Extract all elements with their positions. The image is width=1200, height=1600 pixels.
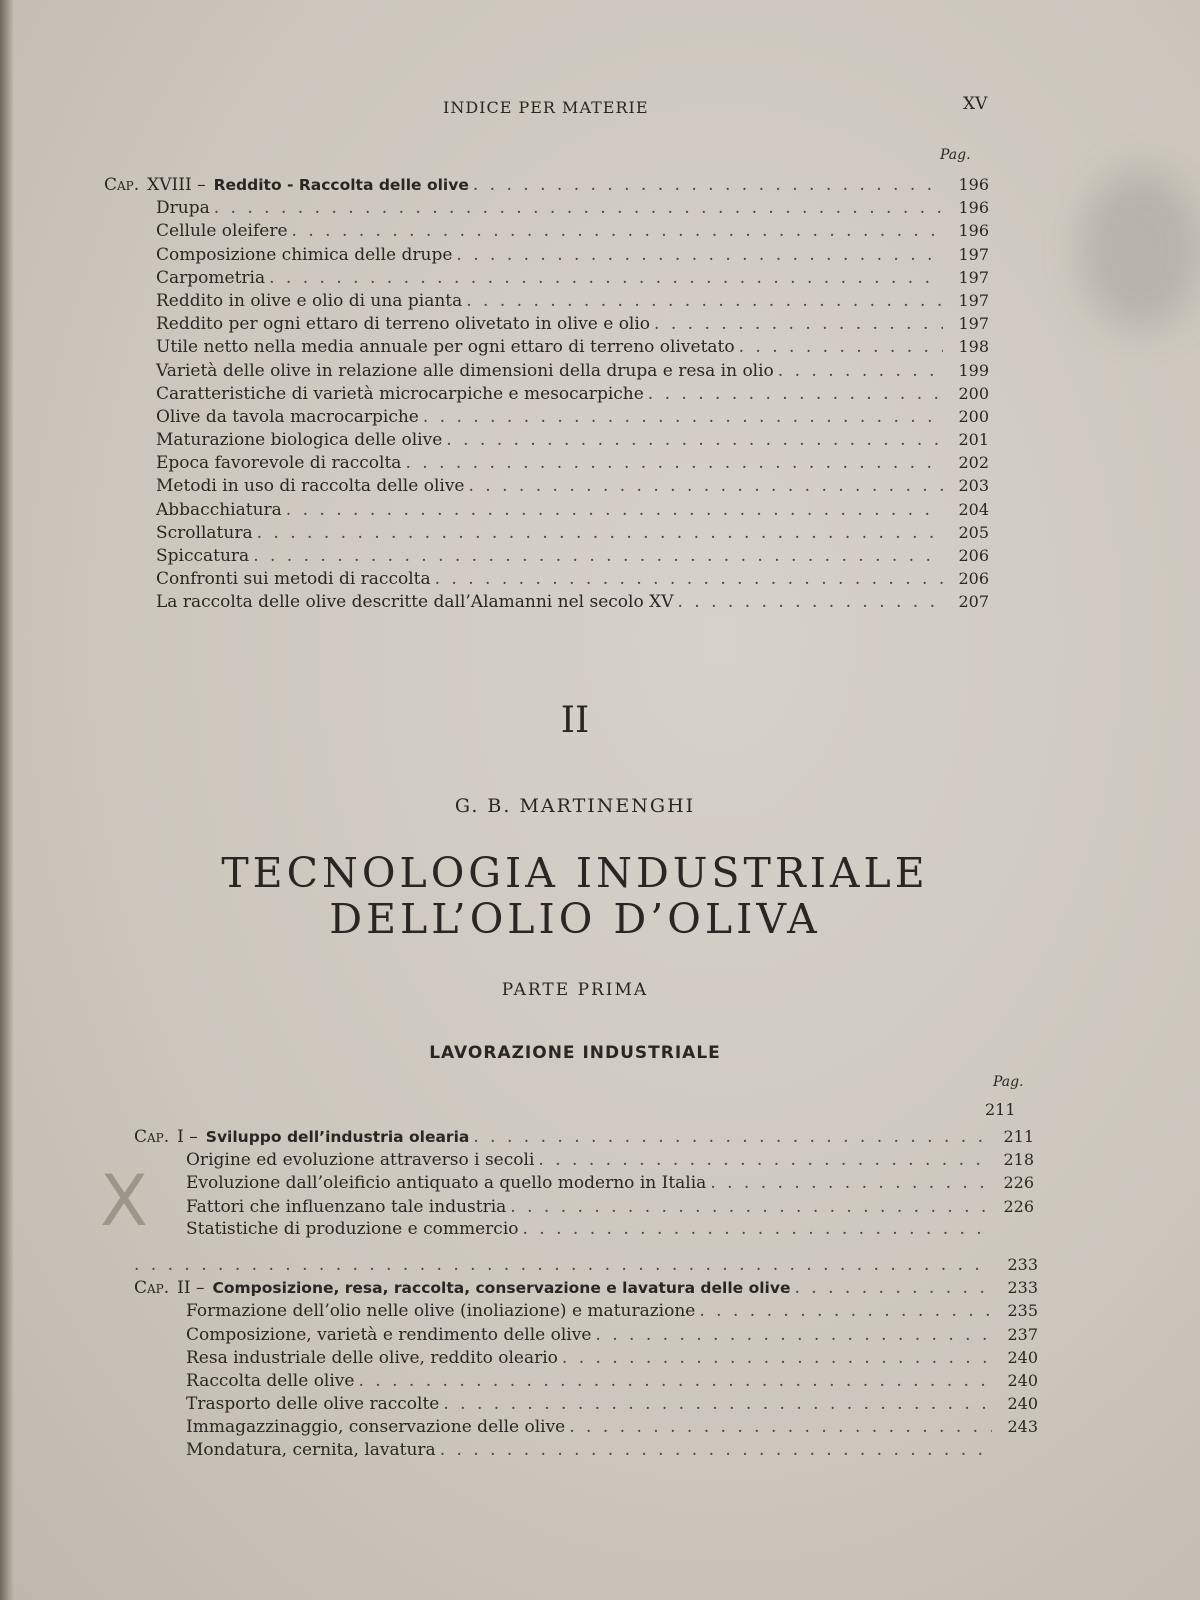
toc-entry-label: Epoca favorevole di raccolta (156, 453, 402, 474)
toc-page-number: 205 (958, 522, 989, 542)
toc-entry (104, 196, 989, 219)
toc-entry-label: Origine ed evoluzione attraverso i secoli (186, 1150, 535, 1171)
toc-page-number: 196 (958, 175, 989, 194)
toc-chapter-xviii (104, 173, 989, 614)
dot-leader (257, 522, 943, 545)
toc-page-number: 218 (1003, 1150, 1034, 1170)
toc-entry-label: Confronti sui metodi di raccolta (156, 569, 431, 590)
toc-entry (104, 544, 989, 567)
toc-entry-label (134, 1277, 794, 1300)
toc-entry-label: Evoluzione dall’oleificio antiquato a quello moderno in Italia (186, 1173, 707, 1194)
toc-page-number: 235 (1007, 1301, 1038, 1321)
toc-entry (104, 567, 989, 590)
dot-leader (468, 475, 943, 498)
dot-leader (473, 174, 943, 197)
toc-entry (134, 1369, 1038, 1392)
toc-entry-label: Drupa (156, 198, 210, 219)
toc-entry (104, 359, 989, 382)
toc-entry-label: Cellule oleifere (156, 221, 288, 242)
toc-page-number: 226 (1003, 1173, 1034, 1193)
toc-entry (134, 1415, 1038, 1438)
toc-page-number: 206 (958, 546, 989, 565)
book-title-line-1: TECNOLOGIA INDUSTRIALE (221, 849, 929, 897)
dot-leader (699, 1300, 992, 1323)
toc-entry-label: Caratteristiche di varietà microcarpiche e mesocarpiche (156, 383, 644, 404)
toc-page-number: 198 (958, 337, 989, 357)
toc-entry-label: Reddito per ogni ettaro di terreno olivetato in olive e olio (156, 314, 651, 335)
dot-leader (440, 1439, 992, 1462)
dot-leader (739, 336, 943, 359)
part-number: II (560, 700, 590, 741)
toc-entry (134, 1346, 1038, 1369)
dot-leader (678, 591, 944, 614)
toc-chapter-entry (134, 1276, 1038, 1299)
toc-entry (104, 521, 989, 544)
chapter-title: Reddito - Raccolta delle olive (213, 176, 469, 194)
toc-entry-label: Raccolta delle olive (186, 1370, 355, 1391)
book-title-line-2: DELL’OLIO D’OLIVA (329, 895, 821, 943)
toc-entry-label: Immagazzinaggio, conservazione delle olive (186, 1417, 566, 1438)
toc-entry-label: Mondatura, cernita, lavatura (186, 1439, 436, 1460)
toc-entry (134, 1299, 1038, 1322)
page-folio: XV (963, 94, 988, 114)
toc-entry (104, 335, 989, 358)
toc-entry (104, 219, 989, 242)
dot-leader (523, 1218, 989, 1241)
dot-leader (648, 383, 943, 406)
toc-entry (134, 1195, 1034, 1218)
toc-entry (134, 1218, 1034, 1241)
toc-page-number: 233 (1007, 1278, 1038, 1298)
toc-entry-label: La raccolta delle olive descritte dall’Alamanni nel secolo XV (156, 592, 674, 613)
dot-leader (134, 1254, 992, 1277)
dot-leader (710, 1172, 988, 1195)
dot-leader (569, 1416, 992, 1439)
pag-label-bottom: Pag. (993, 1074, 1024, 1090)
chapter-abbrev: Cap. (104, 175, 140, 195)
dot-leader (423, 406, 943, 429)
toc-chapter-i (134, 1125, 1034, 1241)
toc-entry (104, 243, 989, 266)
toc-page-number: 197 (958, 267, 989, 287)
toc-entry-label (104, 174, 473, 197)
toc-page-number: 207 (958, 592, 989, 612)
toc-page-number: 240 (1007, 1347, 1038, 1367)
page-stain (1080, 170, 1200, 330)
toc-entry (134, 1171, 1034, 1194)
toc-page-number: 226 (1003, 1196, 1034, 1216)
dot-leader (435, 568, 943, 591)
toc-entry-label: Composizione chimica delle drupe (156, 244, 453, 265)
dot-leader (269, 267, 943, 290)
toc-entry (134, 1323, 1038, 1346)
toc-page-number: 197 (958, 314, 989, 334)
author-name: G. B. MARTINENGHI (454, 795, 696, 817)
toc-entry (104, 498, 989, 521)
toc-entry (104, 266, 989, 289)
toc-page-number: 200 (958, 406, 989, 426)
toc-entry (134, 1392, 1038, 1415)
toc-entry-label: Fattori che influenzano tale industria (186, 1196, 507, 1217)
toc-page-only (134, 1253, 1038, 1276)
toc-page-number: 202 (958, 453, 989, 473)
toc-entry-label: Abbacchiatura (156, 499, 282, 520)
dot-leader (358, 1370, 992, 1393)
toc-entry-label (134, 1126, 473, 1149)
toc-page-number: 201 (958, 430, 989, 450)
toc-entry-label: Metodi in uso di raccolta delle olive (156, 476, 465, 497)
toc-page-number: 237 (1007, 1324, 1038, 1344)
toc-entry-label: Reddito in olive e olio di una pianta (156, 290, 463, 311)
dot-leader (794, 1277, 992, 1300)
toc-entry (104, 312, 989, 335)
toc-entry-label: Olive da tavola macrocarpiche (156, 406, 419, 427)
dot-leader (443, 1393, 992, 1416)
toc-entry-label: Formazione dell’olio nelle olive (inoliazione) e maturazione (186, 1301, 696, 1322)
toc-page-number: 206 (958, 569, 989, 589)
dot-leader (778, 360, 943, 383)
book-title (0, 850, 1150, 942)
dot-leader (405, 452, 943, 475)
handwritten-x-mark: X (100, 1160, 148, 1242)
dot-leader (654, 313, 943, 336)
dot-leader (562, 1347, 992, 1370)
toc-entry-label: Composizione, varietà e rendimento delle olive (186, 1324, 592, 1345)
toc-page-number: 204 (958, 499, 989, 519)
toc-page-number: 211 (1003, 1127, 1034, 1146)
running-head-title: INDICE PER MATERIE (443, 98, 649, 117)
toc-page-number: 199 (958, 360, 989, 380)
toc-entry-label: Utile netto nella media annuale per ogni ettaro di terreno olivetato (156, 337, 735, 358)
toc-entry-label: Carpometria (156, 267, 266, 288)
dot-leader (446, 429, 943, 452)
dot-leader (466, 290, 943, 313)
toc-page-number: 196 (958, 221, 989, 241)
toc-entry-label: Varietà delle olive in relazione alle dimensioni della drupa e resa in olio (156, 360, 774, 381)
toc-entry (104, 590, 989, 613)
toc-entry (134, 1439, 1038, 1462)
dot-leader (214, 197, 943, 220)
toc-page-number: 197 (958, 244, 989, 264)
toc-entry-label: Scrollatura (156, 522, 253, 543)
dot-leader (510, 1196, 988, 1219)
toc-chapter-entry (134, 1125, 1034, 1148)
chapter-title: Sviluppo dell’industria olearia (205, 1128, 470, 1146)
toc-page-number: 240 (1007, 1370, 1038, 1390)
toc-entry-label: Spiccatura (156, 546, 250, 566)
toc-entry (104, 289, 989, 312)
running-head (0, 94, 1200, 126)
toc-page-number: 197 (958, 290, 989, 310)
dot-leader (292, 220, 943, 243)
chapter-title: Composizione, resa, raccolta, conservazione e lavatura delle olive (212, 1279, 791, 1298)
toc-page-number: 203 (958, 476, 989, 496)
toc-entry-label: Resa industriale delle olive, reddito oleario (186, 1347, 558, 1368)
toc-page-number: 196 (958, 198, 989, 218)
chapter-number: I – (177, 1127, 198, 1147)
toc-entry (104, 428, 989, 451)
toc-entry (104, 474, 989, 497)
dot-leader (538, 1149, 988, 1172)
toc-chapter-entry (104, 173, 989, 196)
section-name: LAVORAZIONE INDUSTRIALE (429, 1043, 721, 1063)
part-name: PARTE PRIMA (501, 980, 649, 1000)
dot-leader (473, 1126, 988, 1149)
toc-entry-label: Maturazione biologica delle olive (156, 430, 443, 451)
toc-page-number: 211 (985, 1100, 1016, 1119)
toc-entry-label: Statistiche di produzione e commercio (186, 1218, 519, 1239)
toc-chapter-ii (134, 1253, 1038, 1462)
dot-leader (595, 1324, 992, 1347)
toc-entry (104, 451, 989, 474)
toc-page-number: 240 (1007, 1394, 1038, 1414)
toc-page-number: 200 (958, 383, 989, 403)
toc-entry (104, 405, 989, 428)
chapter-number: XVIII – (147, 175, 206, 195)
chapter-number: II – (177, 1278, 205, 1299)
toc-entry-label: Trasporto delle olive raccolte (186, 1394, 440, 1415)
dot-leader (286, 499, 943, 522)
toc-page-number: 233 (1007, 1255, 1038, 1274)
chapter-abbrev: Cap. (134, 1278, 170, 1299)
dot-leader (456, 244, 943, 267)
chapter-abbrev: Cap. (134, 1127, 170, 1147)
toc-entry (134, 1148, 1034, 1171)
dot-leader (253, 545, 943, 568)
toc-page-number: 243 (1007, 1417, 1038, 1437)
toc-entry (104, 382, 989, 405)
pag-label-top: Pag. (940, 147, 971, 163)
